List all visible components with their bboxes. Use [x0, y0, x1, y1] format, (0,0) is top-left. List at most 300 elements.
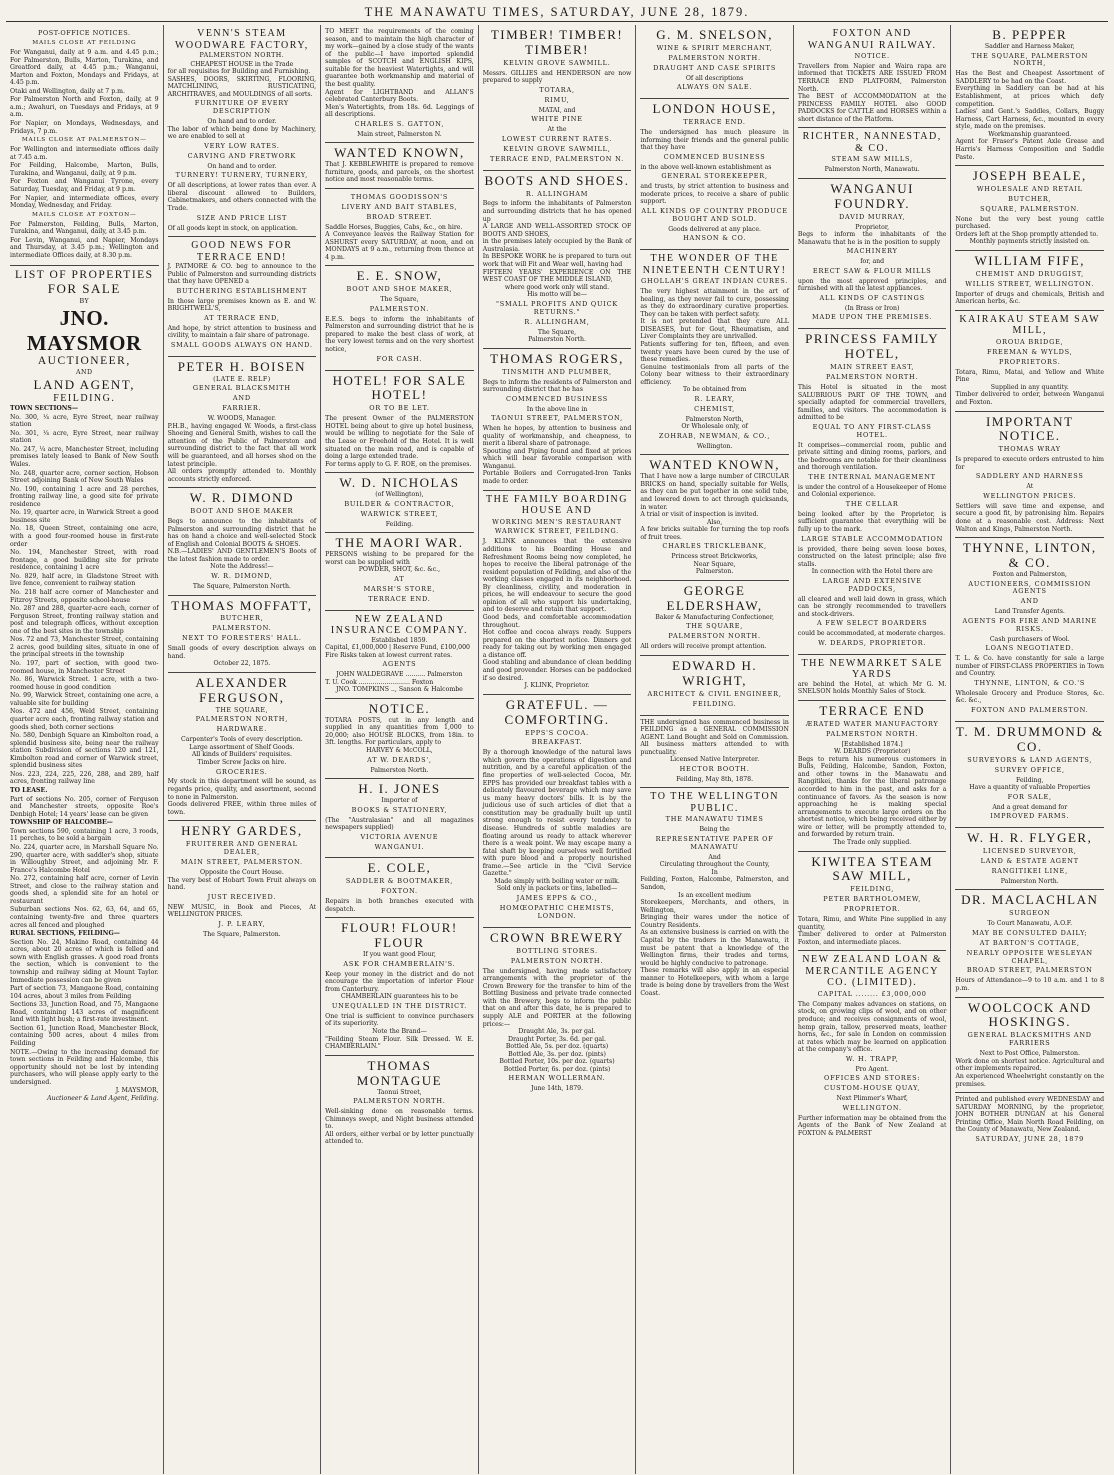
ad-title: KAIRAKAU STEAM SAW MILL, [959, 313, 1101, 337]
ad-line: Palmerston. [695, 568, 734, 576]
advertisement [955, 311, 1104, 412]
ad-line: THE undersigned has commenced business in FEILDING as a GENERAL COMMISSION AGENT. Land Bought and Sold on Commission. All business matters attended to with punctuality. [640, 718, 789, 756]
ad-line: HARDWARE. [216, 725, 268, 734]
column-4 [479, 25, 637, 1474]
ad-line: WELLINGTON PRICES. [983, 491, 1077, 500]
ad-line: AT TERRACE END, [204, 313, 280, 322]
ad-line: T. U. Cook .......................... Foxton [325, 678, 434, 686]
ad-line: My stock in this department will be sound, as regards price, quality, and assortment, second to none in Palmerston. [167, 778, 317, 801]
advertisement [798, 128, 947, 178]
ad-line: (In Brass or Iron) [844, 304, 900, 312]
ad-line: Of all descriptions [685, 74, 744, 82]
ad-paragraph: For Palmerston North and Foxton, daily, at 9 a.m.; Awahuri, on Tuesdays and Fridays, at 9 a.m. [10, 96, 159, 119]
ad-line: Palmerston North. [370, 766, 429, 774]
property-item: No. 301, ¼ acre, Eyre Street, near railway station [10, 429, 159, 445]
advertisement [483, 25, 632, 171]
ad-title: FOXTON AND WANGANUI RAILWAY. [807, 28, 937, 51]
property-item: Nos. 472 and 456, Weld Street, containing quarter acre each, fronting railway station and goods shed, both corner sections [10, 708, 159, 731]
ad-line: These remarks will also apply in an especial manner to Hotelkeepers, with whom a large trade is being done by travellers from the West Coast. [640, 967, 789, 997]
ad-title: LONDON HOUSE, [652, 101, 777, 117]
advertisement [483, 928, 632, 1097]
ad-line: CHAMBERLAIN guarantees his to be [340, 993, 459, 1001]
ad-line: WARWICK STREET, [360, 509, 439, 518]
ad-line: WARWICK STREET, FEILDING. [494, 527, 620, 536]
advertisement [168, 25, 317, 237]
advertisement [955, 538, 1104, 722]
ad-line: P.H.B., having engaged W. Woods, a first-class Shoeing and General Smith, wishes to call the attention of the Public of Palmerston and surrounding district to the fact that all work will be guaranteed, and all horses shod on the latest principle. [167, 422, 317, 468]
ad-line: Wholesale Grocery and Produce Stores, &c. &c. &c., [955, 689, 1105, 705]
ad-line: Workmanship guaranteed. [988, 130, 1072, 138]
ad-line: ARCHITECT & CIVIL ENGINEER, [647, 689, 782, 698]
ad-line: NEARLY OPPOSITE WESLEYAN CHAPEL, [966, 948, 1093, 965]
ad-line: Also, [706, 518, 723, 526]
ad-line: FEILDING. [692, 699, 737, 708]
ad-title: B. PEPPER [992, 27, 1068, 42]
ad-line: FIFTEEN YEARS' EXPERIENCE ON THE WEST COAST OF THE MIDDLE ISLAND, [482, 268, 632, 284]
property-item: No. 287 and 288, quarter-acre each, corner of Ferguson Street, fronting railway station and post and telegraph offices, without exception one of the best sites in the township [10, 605, 159, 635]
ad-line: The present Owner of the PALMERSTON HOTEL being about to give up hotel business, would be willing to negotiate for the Sale of the Lease or Freehold of the Hotel. It is well situated on the main road, and is capable of doing a large extended trade. [325, 415, 474, 461]
ad-line: Palmerston North. [528, 336, 586, 344]
ad-line: All orders promptly attended to. Monthly accounts strictly enforced. [167, 468, 317, 483]
ad-line: GROCERIES. [216, 767, 268, 776]
ad-line: Wellington. [696, 442, 733, 450]
ad-line: in the premises lately occupied by the Bank of Australasia. [482, 238, 632, 253]
ad-line: BROAD STREET, PALMERSTON [966, 966, 1093, 975]
ad-line: On hand and to order. [207, 162, 277, 170]
ad-line: Is prepared to execute orders entrusted to him for [955, 456, 1105, 471]
ad-paragraph: For Wanganui, daily at 9 a.m. and 4.45 p.m.; For Palmerston, Bulls, Marton, Turakina, and Greatford daily, at 4.45 p.m.; Wanganui, Marton and Foxton, Mondays and Fridays, at 4.45 p.m. [10, 48, 159, 87]
property-item: No. 829, half acre, in Gladstone Street with live fence, convenient to railway station [10, 572, 159, 588]
ad-line: NOTICE. [854, 52, 890, 60]
ad-line: LICENSED SURVEYOR, [982, 847, 1077, 856]
ad-line: OFFICES AND STORES: [823, 1074, 921, 1083]
ad-title: WILLIAM FIFE, [974, 253, 1085, 269]
advertisement [325, 25, 474, 143]
ad-line: SATURDAY, JUNE 28, 1879 [975, 1134, 1085, 1143]
ad-line: Begs to inform the inhabitants of the Manawatu that he is in the position to supply [797, 231, 947, 246]
ad-line: CARVING AND FRETWORK [187, 151, 297, 160]
ad-line: ÆRATED WATER MANUFACTORY [805, 719, 939, 728]
ad-by: BY [79, 297, 90, 305]
ad-line: The undersigned, having made satisfactory arrangements with the proprietor of the Crown Brewery for the transfer to him of the Bottling Business and private trade connected with the Brewery, begs to inform the public that on and after this date, he is prepared to supply ALE and PORTER at the following prices:— [482, 967, 632, 1028]
ad-title: GRATEFUL. — COMFORTING. [504, 696, 610, 727]
ad-line: J. KLINK, Proprietor. [524, 682, 590, 690]
ad-line: Orders left at the Shop promptly attended to. [955, 230, 1099, 238]
ad-line: At [1026, 483, 1034, 491]
ad-line: W. DEARDS (Proprietor) [833, 748, 911, 756]
ad-line: Circulating throughout the County, [659, 861, 770, 869]
ad-line: The Square, [537, 328, 577, 336]
ad-line: Begs to announce to the inhabitants of Palmerston and surrounding district that he has on hand a choice and well-selected Stock of English and Colonial BOOTS & SHOES. [167, 518, 317, 548]
ad-paragraph: MAILS CLOSE AT FOXTON— [31, 211, 137, 218]
ad-line: In the above line in [526, 405, 588, 413]
ad-line: SADDLER & BOOTMAKER, [345, 877, 454, 886]
ad-line: BOTTLING STORES. [516, 946, 598, 955]
ad-title: IMPORTANT NOTICE. [986, 413, 1074, 444]
ad-line: Begs to inform the inhabitants of Palmerston and surrounding districts that he has opened up [482, 200, 632, 223]
ad-line: THE MANAWATU TIMES [665, 815, 764, 824]
ad-line: October 22, 1875. [213, 660, 271, 668]
ad-line: R. LEARY, [694, 394, 735, 403]
ad-line: is provided, there being seven loose boxes, constructed on the latest principle; also five stalls. [797, 545, 947, 568]
ad-line: The very highest attainment in the art of healing, as they never fail to cure, possessing as they do extraordinary curative properties. They can be taken with perfect safety. [640, 288, 789, 318]
ad-paragraph: For Wellington and intermediate offices daily at 7.45 a.m. [10, 146, 159, 161]
ad-line: Repairs in both branches executed with despatch. [325, 898, 474, 913]
ad-line: MAY BE CONSULTED DAILY; [971, 928, 1088, 937]
ad-line: And [708, 853, 721, 861]
ad-paragraph: MAILS CLOSE AT FEILDING [32, 39, 137, 46]
ad-line: Timber delivered to order, between Wanganui and Foxton. [955, 391, 1105, 406]
ad-line: Cash purchasers of Wool. [989, 635, 1070, 643]
ad-title: THOMAS MONTAGUE [356, 1057, 443, 1088]
ad-title: H. I. JONES [358, 781, 441, 797]
ad-title: THE MAORI WAR. [335, 535, 464, 551]
advertisement [325, 189, 474, 267]
ad-line: are behind the Hotel, at which Mr G. M. SNELSON holds Monthly Sales of Stock. [797, 680, 947, 696]
ad-line: VERY LOW RATES. [204, 142, 280, 151]
ad-sign: J. MAYSMOR, [115, 1087, 159, 1095]
ad-line: W. WOODS, Manager. [207, 415, 276, 423]
ad-line: R. ALLINGHAM [525, 189, 589, 198]
ad-line: All kinds of Builders' requisites. [191, 751, 292, 759]
ad-paragraph: For Napier, and intermediate offices, every Monday, Wednesday, and Friday. [10, 194, 159, 210]
ad-line: The Company makes advances on stations, on stock, on growing clips of wool, and on other produce; and receives consignments of wool, hemp grain, tallow, preserved meats, leather horns, &c., for sale in London on commission at rates which may be learned on application at the company's office. [797, 1000, 947, 1054]
ad-line: It comprises—commercial room, public and private sitting and dining rooms, parlors, and the bedrooms are notable for their cleanliness and thorough ventilation. [797, 441, 947, 472]
ad-line: Bottled Porter, 10s. per doz. (quarts) [499, 1058, 615, 1066]
advertisement [640, 25, 789, 99]
ad-line: J. PATMORE & CO. beg to announce to the Public of Palmerston and surrounding districts that they have OPENED a [167, 263, 317, 286]
ad-line: Feilding, Foxton, Halcombe, Palmerston, and Sandon, [640, 876, 789, 892]
ad-title: GEORGE ELDERSHAW, [666, 583, 763, 613]
ad-line: A LARGE AND WELL-ASSORTED STOCK OF BOOTS AND SHOES, [482, 223, 632, 238]
ad-line: TURNERY! TURNERY, TURNERY, [175, 171, 309, 180]
ad-line: TINSMITH AND PLUMBER, [502, 367, 612, 376]
ad-line: for, and [860, 258, 885, 266]
ad-line: SURGEON [1009, 909, 1051, 918]
ad-line: Bottled Porter, 6s. per doz. (pints) [503, 1065, 611, 1073]
advertisement [640, 250, 789, 455]
ad-line: MARSH'S STORE, [363, 584, 436, 593]
ad-line: Totara, Rimu, Matai, and Yellow and White Pine [955, 368, 1105, 384]
ad-line: Proprietor, [855, 223, 890, 231]
ad-title: HENRY GARDES, [181, 823, 303, 839]
advertisement [798, 951, 947, 1141]
ad-line: TERRACE END. [683, 118, 746, 127]
ad-line: WHOLESALE AND RETAIL [976, 185, 1083, 194]
ad-line: PALMERSTON NORTH. [668, 53, 761, 62]
ad-title: RICHTER, NANNESTAD, & CO. [802, 131, 942, 154]
ad-line: Note the Address!— [210, 563, 274, 571]
advertisement [168, 357, 317, 488]
ad-title: T. M. DRUMMOND & CO. [955, 723, 1104, 754]
ad-title: THE NEWMARKET SALE YARDS [801, 657, 943, 681]
ad-line: LAND & ESTATE AGENT [980, 856, 1079, 865]
ad-line: Messrs. GILLIES and HENDERSON are now prepared to supply [482, 69, 632, 85]
property-item: NOTE.—Owing to the increasing demand for town sections in Feilding and Halcombe, this opportunity should not be lost by intending purchasers, who will please apply early to the undersigned. [10, 1048, 159, 1086]
ad-line: Totara, Rimu, and White Pine supplied in any quantity, [797, 916, 947, 931]
ad-line: FOXTON. [380, 887, 418, 896]
ad-line: PALMERSTON NORTH. [668, 632, 761, 641]
ad-line: One trial is sufficient to convince purchasers of its superiority. [325, 1012, 474, 1028]
ad-line: HANSON & CO. [683, 234, 747, 243]
advertisement [325, 266, 474, 370]
advertisement [955, 25, 1104, 166]
ad-line: THE CELLAR [845, 500, 899, 508]
column-6 [794, 25, 952, 1474]
ad-line: Draught Ale, 3s. per gal. [518, 1028, 596, 1036]
ad-line: Large assortment of Shelf Goods. [189, 743, 295, 751]
ad-line: WORKING MEN'S RESTAURANT [492, 517, 622, 526]
ad-title: VENN'S STEAM WOODWARE FACTORY, [174, 28, 309, 51]
ad-line: PALMERSTON NORTH. [825, 373, 919, 382]
ad-line: Capital, £1,000,000 | Reserve Fund, £100,000 [325, 644, 470, 652]
ad-line: COMMENCED BUSINESS [506, 394, 608, 403]
ad-line: At the [547, 126, 567, 134]
ad-title: EDWARD H. WRIGHT, [672, 657, 758, 688]
ad-line: BOOT AND SHOE MAKER [190, 507, 294, 516]
ad-line: June 14th, 1879. [530, 1085, 584, 1093]
ad-line: AUCTIONEERS, COMMISSION AGENTS [968, 579, 1092, 596]
ad-line: WINE & SPIRIT MERCHANT, [656, 43, 773, 52]
ad-line: For terms apply to G. F. ROE, on the premises. [325, 460, 472, 468]
ad-title: WOOLCOCK AND HOSKINGS. [967, 999, 1092, 1030]
ad-role: AUCTIONEER, [37, 354, 131, 367]
ad-line: That I have now a large number of CIRCULAR BRICKS on hand, specially suitable for Wells, as they can be put together in one solid tube, and lowered down to act through quicksands, in water. [640, 473, 789, 511]
ad-line: PALMERSTON NORTH. [353, 1097, 446, 1106]
ad-line: Feilding. [385, 520, 414, 528]
ad-title: ALEXANDER FERGUSON, [195, 674, 289, 705]
ad-line: Timber Screw Jacks on hire. [197, 758, 287, 766]
ad-name: JNO. MAYSMOR [26, 306, 142, 355]
ad-subtitle: (LATE E. RELF) [213, 375, 271, 383]
ad-paragraph: Otaki and Wellington, daily at 7 p.m. [10, 87, 125, 95]
ad-title: POST-OFFICE NOTICES. [38, 29, 131, 37]
advertisement [325, 473, 474, 533]
ad-line: NEXT TO FORESTERS' HALL. [182, 634, 302, 643]
property-item: Part of section 73, Mangaone Road, containing 104 acres, about 3 miles from Feilding [10, 985, 159, 1000]
advertisement [798, 25, 947, 128]
ad-line: BUTCHERING ESTABLISHMENT [176, 286, 308, 295]
ad-line: Opposite the Court House. [199, 868, 284, 876]
ad-title: PETER H. BOISEN [177, 358, 307, 374]
property-item: No. 218 half acre corner of Manchester and Fitzroy Streets, opposite school-house [10, 588, 159, 604]
ad-line: AND [1020, 597, 1039, 606]
ad-line: MAIN STREET, PALMERSTON. [180, 858, 303, 867]
post-office-notices [10, 25, 159, 266]
ad-line: Spouting and Piping found and fixed at prices which will bear favorable comparison with Wanganui. [482, 447, 632, 470]
property-item: TO LEASE. [10, 787, 48, 795]
property-item: Nos. 72 and 73, Manchester Street, containing 2 acres, good building sites, situate in one of the principal streets in the township [10, 636, 159, 659]
ad-line: VICTORIA AVENUE [360, 832, 439, 841]
ad-line: LARGE AND EXTENSIVE PADDOCKS, [822, 576, 922, 593]
ad-line: An experienced Wheelwright constantly on the premises. [955, 1072, 1105, 1088]
ad-line: REPRESENTATIVE PAPER OF MANAWATU [655, 834, 774, 851]
ad-title: LIST OF PROPERTIES [15, 268, 154, 281]
ad-line: Palmerston North. [1000, 877, 1059, 885]
ad-title: THE WONDER OF THE NINETEENTH CENTURY! [642, 253, 787, 276]
property-item: Section No. 24, Makino Road, containing 44 acres, about 20 acres of which is felled and sown with English grasses. A good road fronts the section, which is convenient to the township and railway siding at Mount Taylor. Immediate possession can be given [10, 938, 159, 984]
advertisement [483, 491, 632, 695]
ad-line: TERRACE END. [368, 594, 431, 603]
ad-title: BOOTS AND SHOES. [484, 172, 630, 188]
ad-line: CHEMIST, [694, 404, 736, 413]
ad-line: That J. KEBBLEWHITE is prepared to remove furniture, goods, and parcels, on the shortest notice and most reasonable terms. [325, 161, 474, 184]
ad-line: AT BARTON'S COTTAGE, [979, 938, 1080, 947]
ad-title: THE FAMILY BOARDING HOUSE AND [486, 493, 628, 517]
ad-line: Next Plimmer's Wharf, [836, 1095, 908, 1103]
ad-line: Note the Brand— [372, 1028, 427, 1036]
column-2 [164, 25, 322, 1474]
property-item: No. 580, Denbigh Square an Kimbolton road, a splendid business site, being near the railway station Subdivision of sections 120 and 121, Kimbolton road and corner of Warwick street, splendid business sites [10, 732, 159, 770]
advertisement [955, 890, 1104, 997]
ad-line: Palmerston North, Manawatu. [824, 166, 920, 174]
ad-line: Licensed Native Interpreter. [670, 756, 760, 764]
ad-line: W. DEARDS, PROPRIETOR. [818, 638, 927, 647]
ad-line: LOWEST CURRENT RATES. [501, 134, 613, 143]
property-list-ad [10, 266, 159, 1107]
ad-line: BOOKS & STATIONERY, [351, 805, 448, 814]
ad-line: Everything in Saddlery can be had at his Establishment, at prices which defy competition. [955, 85, 1105, 108]
ad-line: Bottled Ale, 3s. per doz. (pints) [508, 1050, 606, 1058]
ad-line: FOXTON AND PALMERSTON. [970, 705, 1089, 714]
ad-line: for all requisites for Building and Furnishing. [167, 68, 311, 76]
property-item: Section 61, Junction Road, Manchester Block, containing 500 acres, about 4 miles from Feilding [10, 1024, 159, 1048]
ad-line: PETER BARTHOLOMEW, [823, 895, 922, 904]
ad-line: PERSONS wishing to be prepared for the worst can be supplied with [325, 551, 474, 566]
ad-line: KELVIN GROVE SAWMILL. [503, 58, 611, 67]
ad-line: FOR CASH. [376, 354, 423, 363]
ad-line: PALMERSTON NORTH, [195, 715, 289, 724]
ad-title: JOSEPH BEALE, [972, 168, 1087, 184]
advertisement [798, 179, 947, 329]
ad-line: Feilding, [1016, 776, 1044, 784]
ad-line: And a great demand for [992, 803, 1068, 811]
ad-line: THYNNE, LINTON, & CO.'S [974, 678, 1086, 687]
ad-line: Bottled Ale, 5s. per doz. (quarts) [505, 1043, 609, 1051]
ad-line: When he hopes, by attention to business and quality of workmanship, and cheapness, to merit a liberal share of patronage. [482, 425, 632, 448]
ad-line: In connection with the Hotel there are [811, 568, 933, 576]
ad-line: where good work only will stand. [504, 283, 610, 291]
ad-line: EPPS'S COCOA. [525, 728, 590, 737]
property-item: RURAL SECTIONS, FEILDING— [10, 930, 120, 938]
property-item: Nos. 223, 224, 225, 226, 288, and 289, half acres, fronting railway line [10, 770, 159, 786]
ad-title: E. COLE, [367, 860, 432, 876]
advertisement [798, 701, 947, 852]
ad-line: FRUITERER AND GENERAL DEALER, [185, 840, 298, 857]
ad-line: Agent for LIGHTBAND and ALLAN'S celebrated Canterbury Boots. [325, 88, 474, 104]
property-item: No. 18, Queen Street, containing one acre, with a good four-roomed house in first-rate order [10, 525, 159, 548]
ad-subtitle: PALMERSTON NORTH. [199, 52, 285, 59]
ad-line: ERECT SAW & FLOUR MILLS [812, 266, 932, 275]
ad-line: AT [394, 574, 405, 583]
ad-line: THE SQUARE, [686, 622, 744, 631]
ad-line: MAIN STREET EAST, [830, 363, 915, 372]
ad-line: Portable Boilers and Corrugated-Iron Tanks made to order. [482, 470, 632, 485]
property-item: No. 247, ¼ acre, Manchester Street, including premises lately leased to Bank of New South Wales. [10, 445, 159, 468]
ad-line: Baker & Manufacturing Confectioner, [655, 613, 774, 621]
advertisement [955, 251, 1104, 311]
masthead: THE MANAWATU TIMES, SATURDAY, JUNE 28, 1879. [6, 4, 1108, 22]
ad-line: HECTOR BOOTH. [679, 764, 750, 773]
property-item: No. 194, Manchester Street, with road frontage, a good building site for private residence, containing 1 acre [10, 549, 159, 572]
ad-line: PALMERSTON NORTH. [825, 729, 919, 738]
ad-title: W. D. NICHOLAS [339, 475, 460, 491]
ad-line: Begs to inform the residents of Palmerston and surrounding district that he has [482, 378, 632, 394]
ad-line: LARGE STABLE ACCOMMODATION [801, 534, 944, 543]
ad-line: To Court Manawatu, A.O.F. [987, 920, 1073, 928]
ad-line: AT W. DEARDS', [367, 755, 432, 764]
ad-line: NEW MUSIC, in Book and Pieces, At WELLINGTON PRICES. [167, 903, 317, 919]
ad-title: WANGANUI FOUNDRY. [830, 180, 914, 211]
ad-line: W. H. TRAPP, [845, 1054, 899, 1063]
ad-line: Carpenter's Tools of every description. [181, 736, 303, 744]
advertisement [640, 656, 789, 716]
ad-line: BUTCHER, [220, 614, 264, 623]
ad-line: SMALL GOODS ALWAYS ON HAND. [170, 340, 313, 349]
ad-line: The Square, Palmerston. [203, 930, 281, 938]
advertisement [955, 998, 1104, 1094]
ad-line: Further information may be obtained from the Agents of the Bank of New Zealand at FOXTON & PALMERST [797, 1114, 947, 1137]
ad-line: Storekeepers, Merchants, and others, in Wellington, [640, 899, 789, 914]
ad-line: TO MEET the requirements of the coming season, and to maintain the high character of my work—gained by a close study of the wants of the public—I have imported splendid samples of SCOTCH and ENGLISH KIPS, suitable for the heaviest Watertights, and will guarantee both workmanship and material of the best quality. [325, 28, 474, 88]
ad-line: being looked after by the Proprietor, is sufficient guarantee that everything will be fully up to the mark. [797, 510, 947, 534]
ad-title: PRINCESS FAMILY HOTEL, [805, 331, 940, 362]
ad-line: JAMES EPPS & CO., [516, 894, 598, 903]
ad-line: WILLIS STREET, WELLINGTON. [965, 279, 1095, 288]
advertisement [325, 143, 474, 189]
advertisement [955, 412, 1104, 539]
ad-line: CUSTOM-HOUSE QUAY, [824, 1084, 921, 1093]
ad-title: TERRACE END [819, 702, 926, 718]
ad-line: Importer of [381, 797, 418, 805]
advertisement [955, 828, 1104, 890]
advertisement [168, 237, 317, 357]
property-item: No. 19, quarter acre, in Warwick Street a good business site [10, 509, 159, 524]
ad-title: NEW ZEALAND INSURANCE COMPANY. [330, 613, 468, 637]
ad-line: Keep your money in the district and do not encourage the importation of inferior Flour from Canterbury. [325, 970, 474, 993]
ad-line: Draught Porter, 3s. 6d. per gal. [508, 1035, 606, 1043]
ad-line: PROPRIETORS. [998, 357, 1061, 366]
ad-line: To be obtained from [683, 386, 747, 394]
ad-line: Near Square, [693, 560, 736, 568]
ad-line: Timber delivered to order at Palmerston Foxton, and intermediate places. [797, 931, 947, 946]
ad-line: UNEQUALLED IN THE DISTRICT. [331, 1001, 467, 1010]
ad-line: OR TO BE LET. [369, 404, 430, 413]
ad-paragraph: For Foxton and Wanganui Tyrone, every Saturday, Tuesday, and Friday, at 9 p.m. [10, 178, 159, 194]
advertisement [325, 611, 474, 699]
ad-line: J. P. LEARY, [218, 919, 266, 928]
ad-line: As an extensive business is carried on with the Capital by the traders in the Manawatu, it must be patent that a knowledge of the Wellington firms, their trades and terms, would be highly conducive to patronage. [640, 929, 789, 967]
ad-line: PROPRIETOR. [843, 905, 901, 914]
property-item: Suburban sections Nos. 62, 63, 64, and 65, containing twenty-five and three quarters acres all fenced and ploughed [10, 906, 159, 929]
property-item: No. 248, quarter acre, corner section, Hobson Street adjoining Bank of New South Wales [10, 469, 159, 485]
ad-line: Main street, Palmerston N. [357, 130, 442, 138]
ad-line: KELVIN GROVE SAWMILL, [503, 144, 611, 153]
ad-line: Printed and published every WEDNESDAY and SATURDAY MORNING, by the proprietor, JOHN BOTHER DUNGAN at his General Printing Office, Main North Road Feilding, on the County of Manawatu, New Zealand. [955, 1096, 1105, 1134]
advertisement [483, 349, 632, 491]
ad-line: Foxton and Palmerston, [992, 570, 1067, 578]
property-item: No. 197, part of section, with good two-roomed house, in Manchester Street [10, 660, 159, 675]
ad-title: DR. MACLACHLAN [961, 892, 1099, 908]
ad-line: Good stabling and abundance of clean bedding and good provender. Horses can be paddocked if so desired. [482, 659, 632, 682]
advertisement [640, 788, 789, 1001]
ad-line: JUST RECEIVED. [207, 892, 277, 901]
ad-paragraph: For Levin, Wanganui, and Napier, Mondays and Thursday, at 3.45 p.m.; Wellington and intermediate Offices daily, at 8.30 p.m. [10, 236, 159, 260]
ad-line: Work done on shortest notice. Agricultural and other implements repaired. [955, 1057, 1105, 1073]
ad-line: J. KLINK announces that the extensive additions to his Boarding House and Refreshment Rooms being now completed, he hopes to receive the liberal patronage of the resident population of Feilding, and also of the working classes engaged in its neighborhood. By cleanliness, civility, and moderation in prices, he will endeavour to secure the good opinion of all who support his undertaking, and to deserve and retain that support. [482, 538, 632, 614]
ad-line: Has the Best and Cheapest Assortment of SADDLERY to be had on the Coast. [955, 70, 1105, 85]
ad-line: LOANS NEGOTIATED. [985, 644, 1074, 653]
